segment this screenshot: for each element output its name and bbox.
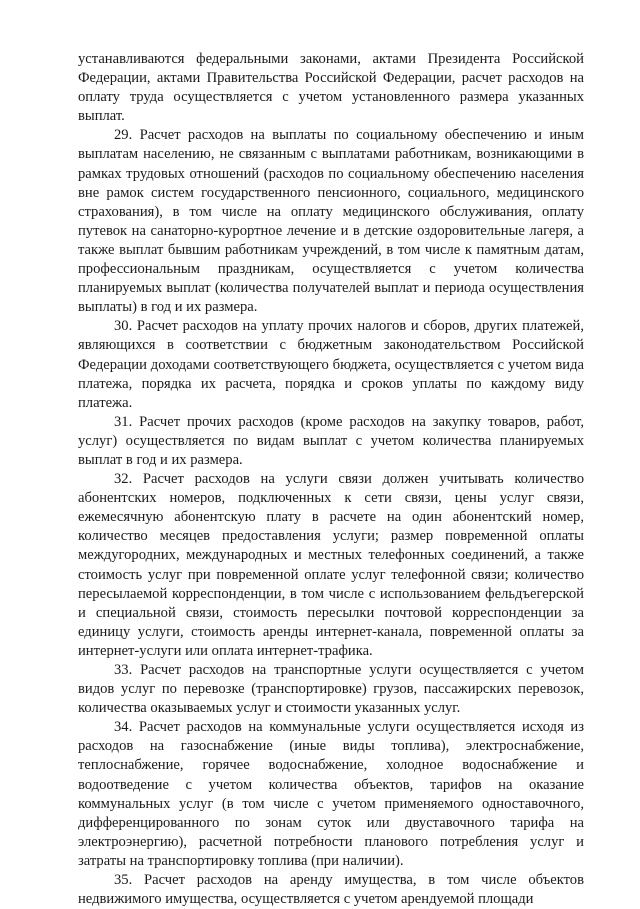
paragraph-32: 32. Расчет расходов на услуги связи должен учитывать количество абонентских номеров, подключенных к сети связи, цены услуг связи, ежемесячную абонентскую плату в расчете на один абонентский номер, количество месяцев предоставления услуги; размер повременной оплаты междугородних, международных и местных телефонных соединений, а также стоимость услуг при повременной оплате услуг телефонной связи; количество пересылаемой корреспонденции, в том числе с использованием фельдъегерской и специальной связи, стоимость пересылки почтовой корреспонденции за единицу услуги, стоимость аренды интернет-канала, повременной оплаты за интернет-услуги или оплата интернет-трафика.: [78, 471, 584, 659]
paragraph-29: 29. Расчет расходов на выплаты по социальному обеспечению и иным выплатам населению, не связанным с выплатами работникам, возникающими в рамках трудовых отношений (расходов по социальному обеспечению населения вне рамок систем государственного пенсионного, социального, медицинского страхования), в том числе на оплату медицинского обслуживания, оплату путевок на санаторно-курортное лечение и в детские оздоровительные лагеря, а также выплат бывшим работникам учреждений, в том числе к памятным датам, профессиональным праздникам, осуществляется с учетом количества планируемых выплат (количества получателей выплат и периода осуществления выплаты) в год и их размера.: [78, 127, 584, 316]
paragraph-31: 31. Расчет прочих расходов (кроме расходов на закупку товаров, работ, услуг) осуществляется по видам выплат с учетом количества планируемых выплат в год и их размера.: [78, 413, 584, 468]
paragraph-33: 33. Расчет расходов на транспортные услуги осуществляется с учетом видов услуг по перевозке (транспортировке) грузов, пассажирских перевозок, количества оказываемых услуг и стоимости указанных услуг.: [78, 662, 584, 717]
paragraph-continuation: устанавливаются федеральными законами, актами Президента Российской Федерации, актами Правительства Российской Федерации, расчет расходов на оплату труда осуществляется с учетом установленного размера указанных выплат.: [78, 51, 584, 125]
paragraph-30: 30. Расчет расходов на уплату прочих налогов и сборов, других платежей, являющихся в соответствии с бюджетным законодательством Российской Федерации доходами соответствующего бюджета, осуществляется с учетом вида платежа, порядка их расчета, порядка и сроков уплаты по каждому виду платежа.: [78, 318, 584, 411]
paragraph-35: 35. Расчет расходов на аренду имущества, в том числе объектов недвижимого имущества, осуществляется с учетом арендуемой площади: [78, 872, 584, 908]
paragraph-34: 34. Расчет расходов на коммунальные услуги осуществляется исходя из расходов на газоснабжение (иные виды топлива), электроснабжение, теплоснабжение, горячее водоснабжение, холодное водоснабжение и водоотведение с учетом количества объектов, тарифов на оказание коммунальных услуг (в том числе с учетом применяемого одноставочного, дифференцированного по зонам суток или двуставочного тарифа на электроэнергию), расчетной потребности планового потребления услуг и затраты на транспортировку топлива (при наличии).: [78, 719, 584, 869]
